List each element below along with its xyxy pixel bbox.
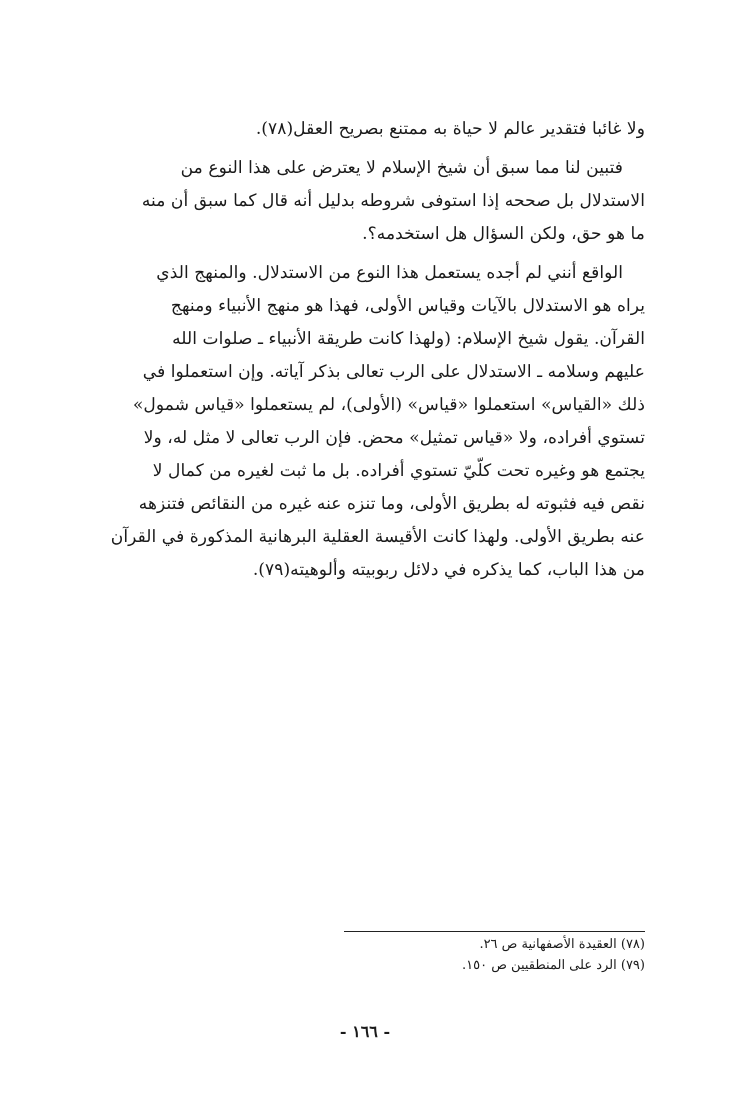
paragraph-3 bbox=[100, 257, 645, 587]
footnotes bbox=[330, 934, 645, 976]
text-line: الاستدلال بل صححه إذا استوفى شروطه بدليل أنه قال كما سبق أن منه bbox=[141, 191, 645, 211]
text-line: الواقع أنني لم أجده يستعمل هذا النوع من الاستدلال. والمنهج الذي bbox=[156, 263, 623, 283]
text-line: من هذا الباب، كما يذكره في دلائل ربوبيته وألوهيته(٧٩). bbox=[252, 560, 645, 580]
text-line: يجتمع هو وغيره تحت كلّيّ تستوي أفراده. بل ما ثبت لغيره من كمال لا bbox=[152, 461, 645, 481]
text-line: فتبين لنا مما سبق أن شيخ الإسلام لا يعترض على هذا النوع من bbox=[180, 158, 623, 178]
paragraph-2 bbox=[100, 152, 645, 251]
body-text bbox=[100, 113, 645, 587]
text-line: يراه هو الاستدلال بالآيات وقياس الأولى، فهذا هو منهج الأنبياء ومنهج bbox=[170, 296, 645, 316]
text-line: عليهم وسلامه ـ الاستدلال على الرب تعالى بذكر آياته. وإن استعملوا في bbox=[142, 362, 645, 382]
text-line: تستوي أفراده، ولا «قياس تمثيل» محض. فإن الرب تعالى لا مثل له، ولا bbox=[143, 428, 645, 448]
text-line: ذلك «القياس» استعملوا «قياس» (الأولى)، لم يستعملوا «قياس شمول» bbox=[132, 395, 645, 415]
page-number: - ١٦٦ - bbox=[339, 1022, 391, 1041]
text-line: ما هو حق، ولكن السؤال هل استخدمه؟. bbox=[362, 224, 645, 244]
footnote-78: (٧٨) العقيدة الأصفهانية ص ٢٦. bbox=[479, 937, 645, 952]
text-line: عنه بطريق الأولى. ولهذا كانت الأقيسة العقلية البرهانية المذكورة في القرآن bbox=[110, 527, 645, 547]
footnote-79: (٧٩) الرد على المنطقيين ص ١٥٠. bbox=[461, 958, 645, 973]
text-line: القرآن. يقول شيخ الإسلام: (ولهذا كانت طريقة الأنبياء ـ صلوات الله bbox=[172, 329, 645, 349]
paragraph-1 bbox=[100, 113, 645, 146]
text-line: نقص فيه فثبوته له بطريق الأولى، وما تنزه عنه غيره من النقائص فتنزهه bbox=[138, 494, 645, 514]
footnote-divider bbox=[344, 931, 645, 932]
text-line: ولا غائبا فتقدير عالم لا حياة به ممتنع بصريح العقل(٧٨). bbox=[255, 119, 645, 139]
